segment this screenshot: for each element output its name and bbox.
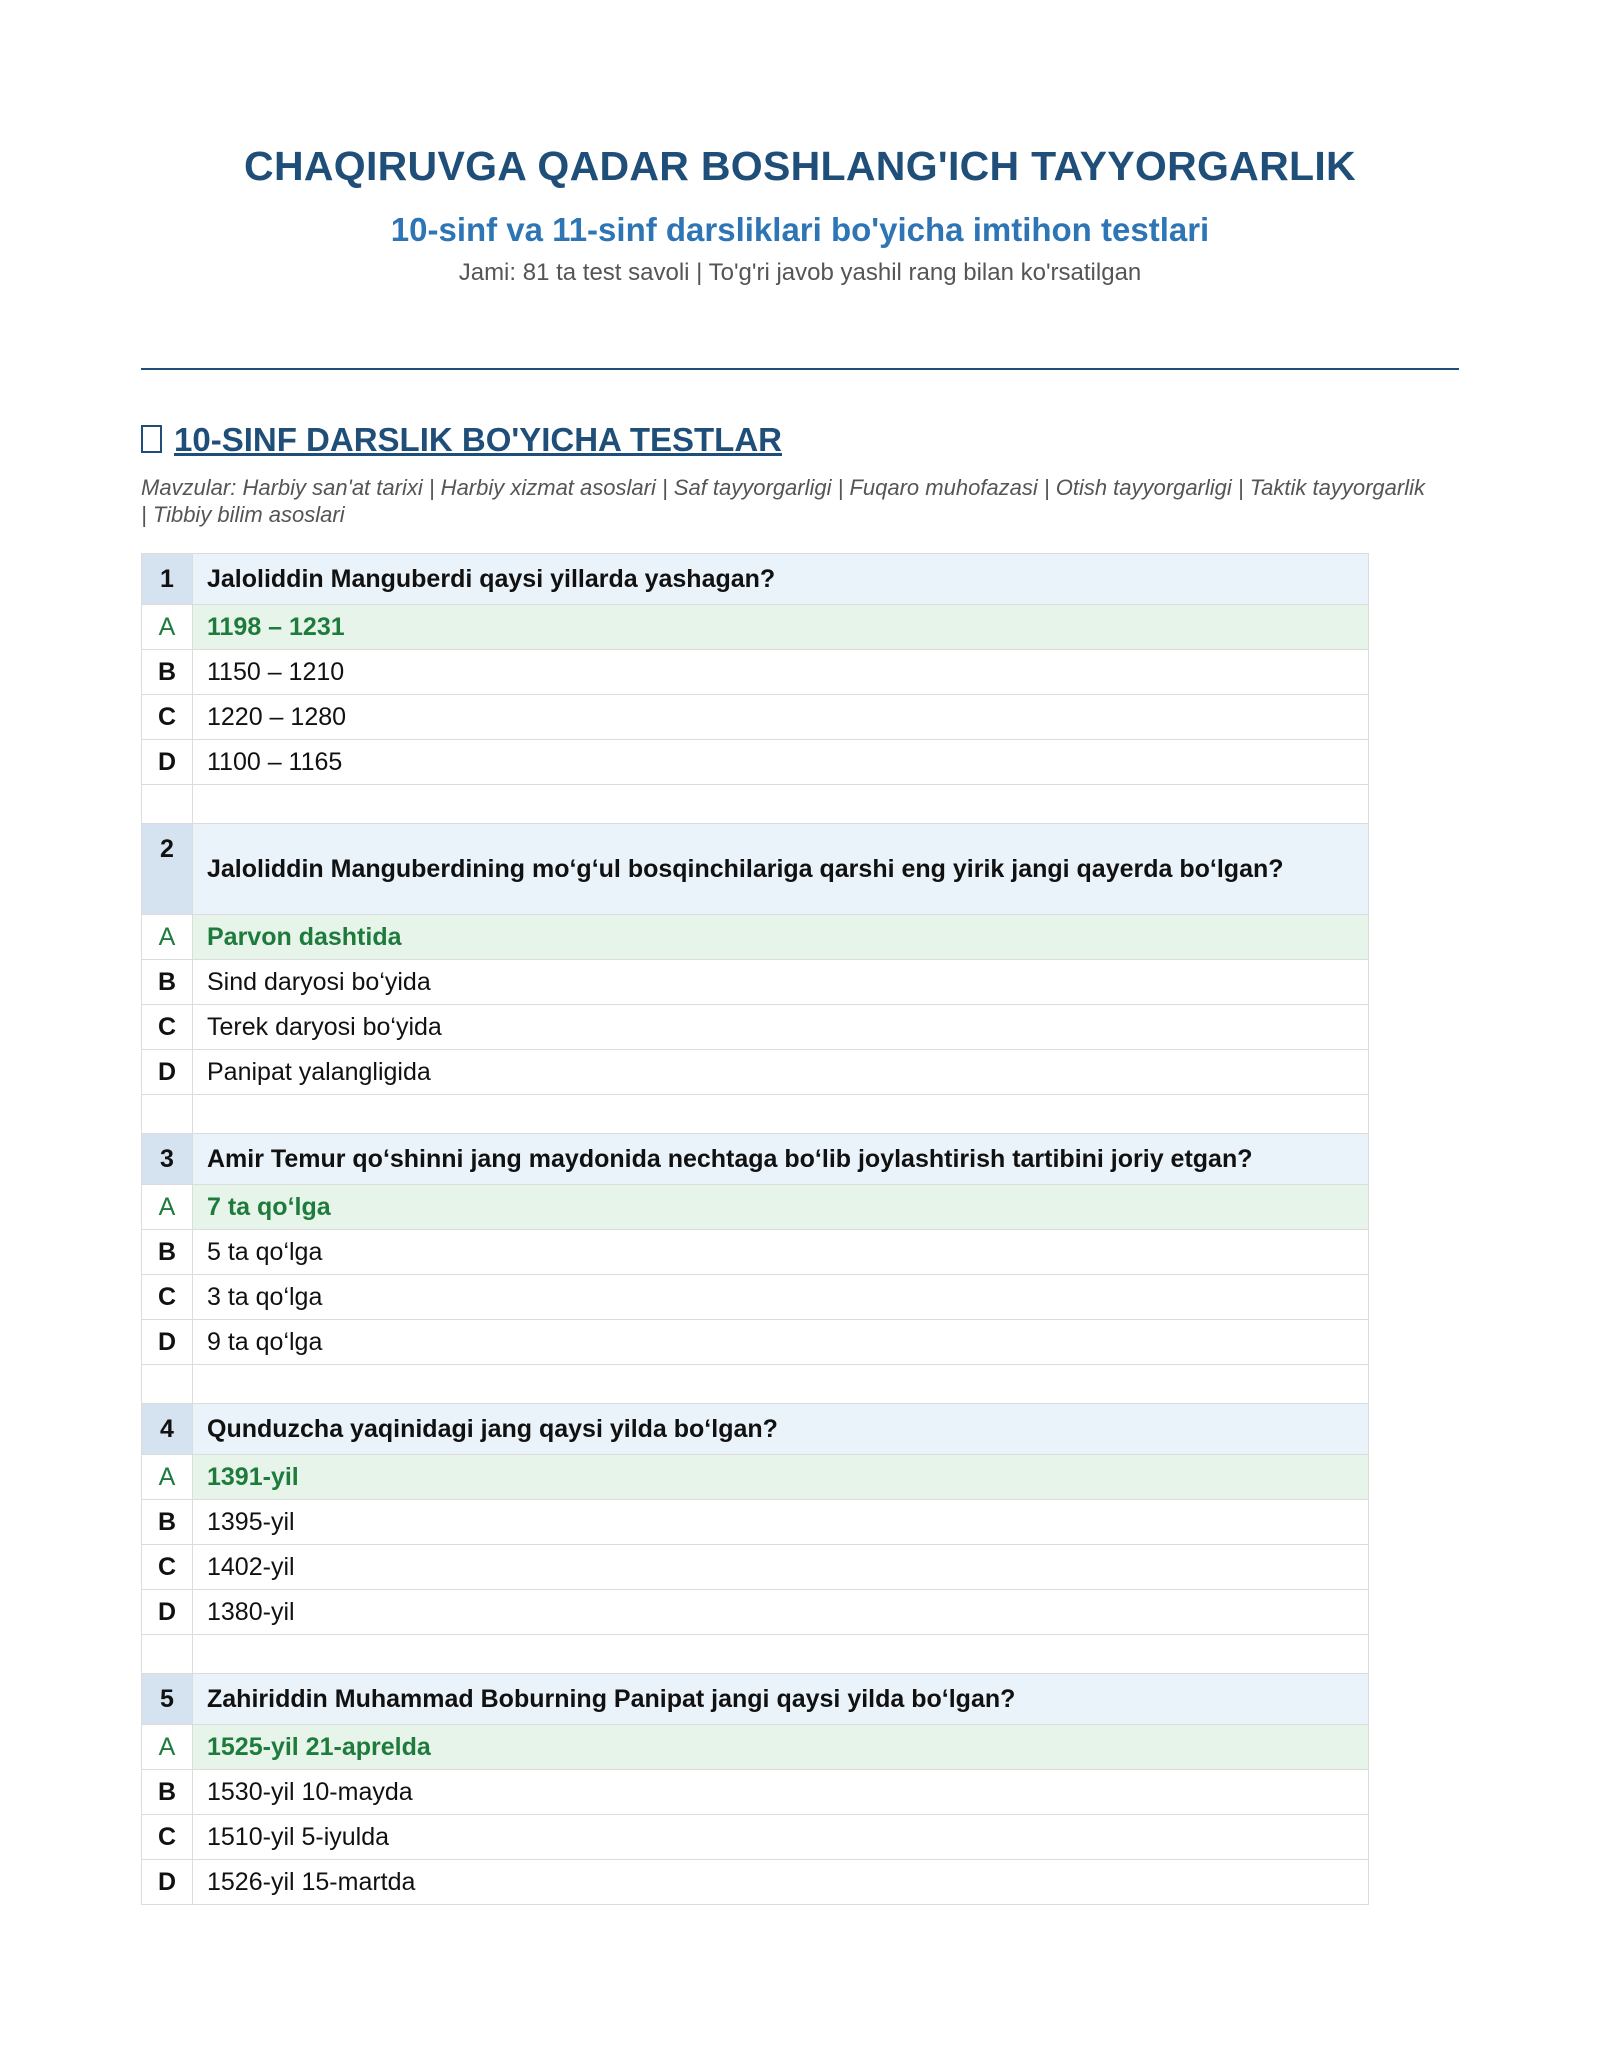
option-letter: A	[142, 1185, 193, 1230]
question-text: Qunduzcha yaqinidagi jang qaysi yilda bo‘lgan?	[193, 1404, 1369, 1455]
section-heading	[141, 418, 782, 462]
answer-option	[142, 1545, 1369, 1590]
option-letter: C	[142, 1275, 193, 1320]
document-summary: Jami: 81 ta test savoli | To'g'ri javob yashil rang bilan ko'rsatilgan	[458, 259, 1142, 286]
option-letter: A	[142, 915, 193, 960]
answer-option	[142, 740, 1369, 785]
question-row	[142, 554, 1369, 605]
answer-option	[142, 650, 1369, 695]
answer-option	[142, 695, 1369, 740]
section-heading-text: 10-SINF DARSLIK BO'YICHA TESTLAR	[174, 421, 782, 458]
question-text: Amir Temur qo‘shinni jang maydonida nechtaga bo‘lib joylashtirish tartibini joriy etgan?	[193, 1134, 1369, 1185]
option-letter: B	[142, 650, 193, 695]
option-letter: C	[142, 1545, 193, 1590]
option-letter: D	[142, 1860, 193, 1905]
option-text: 1530-yil 10-mayda	[193, 1770, 1369, 1815]
answer-option	[142, 1320, 1369, 1365]
option-text: 1395-yil	[193, 1500, 1369, 1545]
question-number: 2	[142, 824, 193, 915]
question-spacer	[142, 1095, 1369, 1134]
option-text: 1402-yil	[193, 1545, 1369, 1590]
option-text: 1525-yil 21-aprelda	[193, 1725, 1369, 1770]
answer-option	[142, 960, 1369, 1005]
section-topics: Mavzular: Harbiy san'at tarixi | Harbiy xizmat asoslari | Saf tayyorgarligi | Fuqaro muhofazasi | Otish tayyorgarligi | Taktik tayyorgarlik | Tibbiy bilim asoslari	[141, 475, 1425, 527]
checkbox-icon	[141, 425, 162, 453]
option-letter: D	[142, 740, 193, 785]
question-number: 3	[142, 1134, 193, 1185]
option-text: 1100 – 1165	[193, 740, 1369, 785]
question-text: Jaloliddin Manguberdi qaysi yillarda yashagan?	[193, 554, 1369, 605]
option-text: Sind daryosi bo‘yida	[193, 960, 1369, 1005]
option-text: 1220 – 1280	[193, 695, 1369, 740]
option-text: 7 ta qo‘lga	[193, 1185, 1369, 1230]
header-divider	[141, 368, 1459, 370]
question-number: 4	[142, 1404, 193, 1455]
document-header	[0, 138, 1600, 290]
option-text: Panipat yalangligida	[193, 1050, 1369, 1095]
question-spacer	[142, 1635, 1369, 1674]
answer-option	[142, 1500, 1369, 1545]
document-title: CHAQIRUVGA QADAR BOSHLANG'ICH TAYYORGARLIK	[244, 143, 1356, 189]
option-letter: D	[142, 1050, 193, 1095]
option-letter: A	[142, 1725, 193, 1770]
option-letter: C	[142, 695, 193, 740]
answer-option-correct	[142, 915, 1369, 960]
question-row	[142, 824, 1369, 915]
option-text: 1526-yil 15-martda	[193, 1860, 1369, 1905]
answer-option-correct	[142, 1725, 1369, 1770]
answer-option	[142, 1590, 1369, 1635]
option-letter: A	[142, 1455, 193, 1500]
answer-option	[142, 1275, 1369, 1320]
question-spacer	[142, 1365, 1369, 1404]
answer-option	[142, 1050, 1369, 1095]
document-subtitle: 10-sinf va 11-sinf darsliklari bo'yicha imtihon testlari	[390, 211, 1210, 248]
option-text: 1380-yil	[193, 1590, 1369, 1635]
option-text: 1150 – 1210	[193, 650, 1369, 695]
option-letter: D	[142, 1320, 193, 1365]
answer-option-correct	[142, 605, 1369, 650]
option-text: 1198 – 1231	[193, 605, 1369, 650]
option-text: Parvon dashtida	[193, 915, 1369, 960]
question-text: Jaloliddin Manguberdining mo‘g‘ul bosqinchilariga qarshi eng yirik jangi qayerda bo‘lgan?	[193, 824, 1369, 915]
answer-option	[142, 1860, 1369, 1905]
option-letter: B	[142, 1500, 193, 1545]
option-text: 1391-yil	[193, 1455, 1369, 1500]
option-text: 5 ta qo‘lga	[193, 1230, 1369, 1275]
option-text: 9 ta qo‘lga	[193, 1320, 1369, 1365]
option-text: 1510-yil 5-iyulda	[193, 1815, 1369, 1860]
answer-option	[142, 1005, 1369, 1050]
option-letter: D	[142, 1590, 193, 1635]
question-text: Zahiriddin Muhammad Boburning Panipat jangi qaysi yilda bo‘lgan?	[193, 1674, 1369, 1725]
option-text: 3 ta qo‘lga	[193, 1275, 1369, 1320]
question-number: 5	[142, 1674, 193, 1725]
test-table	[141, 553, 1369, 1905]
question-number: 1	[142, 554, 193, 605]
answer-option-correct	[142, 1455, 1369, 1500]
answer-option	[142, 1230, 1369, 1275]
question-row	[142, 1134, 1369, 1185]
answer-option	[142, 1770, 1369, 1815]
option-letter: B	[142, 1230, 193, 1275]
question-row	[142, 1674, 1369, 1725]
option-letter: B	[142, 1770, 193, 1815]
option-letter: C	[142, 1815, 193, 1860]
option-letter: A	[142, 605, 193, 650]
answer-option-correct	[142, 1185, 1369, 1230]
question-spacer	[142, 785, 1369, 824]
option-letter: B	[142, 960, 193, 1005]
option-letter: C	[142, 1005, 193, 1050]
answer-option	[142, 1815, 1369, 1860]
question-row	[142, 1404, 1369, 1455]
option-text: Terek daryosi bo‘yida	[193, 1005, 1369, 1050]
